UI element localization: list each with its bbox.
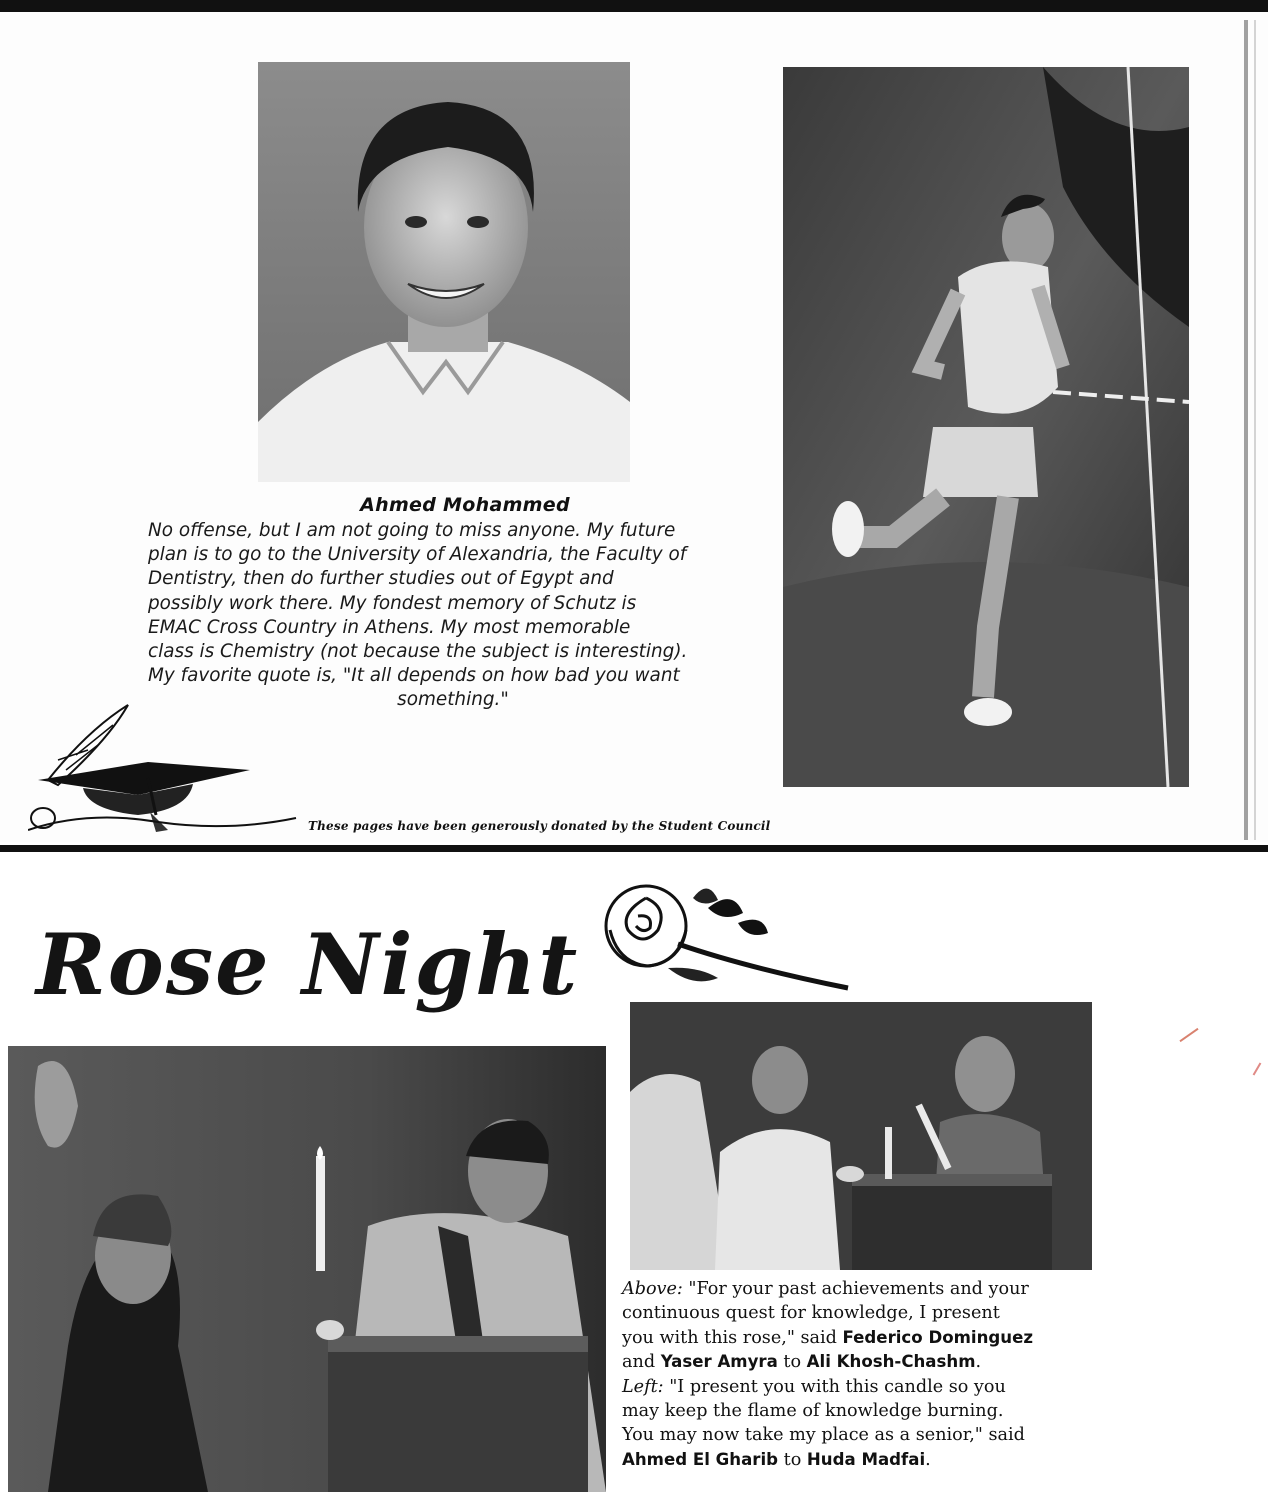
caption-text: . [975, 1352, 982, 1373]
caption-name: Federico Dominguez [842, 1327, 1034, 1347]
bio-line: something." [397, 689, 509, 711]
caption-text: to [778, 1449, 807, 1470]
caption-name: Yaser Amyra [660, 1352, 778, 1372]
caption-name: Ahmed El Gharib [622, 1449, 779, 1469]
caption-name: Huda Madfai [806, 1449, 926, 1469]
bio-line: possibly work there. My fondest memory of Schutz is [148, 592, 637, 614]
scan-top-border [0, 0, 1268, 12]
scan-right-edge [1244, 20, 1248, 840]
caption-text: you with this rose," said [622, 1327, 843, 1348]
caption-line [622, 1326, 1098, 1350]
caption-text: "I present you with this candle so you [663, 1376, 1006, 1397]
caption-line [622, 1375, 1098, 1399]
rose-night-title: Rose Night [36, 915, 580, 1014]
rose-icon [598, 868, 856, 996]
caption-text: and [622, 1352, 661, 1373]
candle-ceremony-photo [8, 1046, 606, 1492]
bio-line: No offense, but I am not going to miss anyone. My future [148, 520, 676, 541]
bio-line: Dentistry, then do further studies out of Egypt and [148, 568, 614, 590]
scan-right-edge-faint [1254, 20, 1256, 840]
bio-line: plan is to go to the University of Alexandria, the Faculty of [148, 544, 687, 566]
caption-line: may keep the flame of knowledge burning. [622, 1401, 1004, 1422]
caption-line [622, 1277, 1098, 1301]
cross-country-photo [783, 67, 1189, 787]
student-name: Ahmed Mohammed [360, 494, 570, 516]
bio-line: class is Chemistry (not because the subject is interesting). [148, 641, 688, 663]
caption-left-label: Left: [622, 1376, 664, 1397]
donation-org: Student Council [658, 819, 771, 833]
student-portrait-photo [258, 62, 630, 482]
rose-night-caption [622, 1277, 1098, 1472]
caption-text: to [777, 1352, 807, 1373]
scan-divider-highlight [0, 842, 1268, 845]
caption-text: "For your past achievements and your [682, 1279, 1029, 1299]
donation-note [308, 819, 770, 833]
caption-line: You may now take my place as a senior," said [622, 1425, 1025, 1446]
donation-note-text: These pages have been generously donated by the [308, 819, 659, 833]
bio-line: My favorite quote is, "It all depends on how bad you want [148, 665, 680, 687]
student-bio [148, 519, 748, 713]
bio-line: EMAC Cross Country in Athens. My most memorable [148, 616, 631, 638]
caption-above-label: Above: [622, 1279, 683, 1299]
graduation-clipart [28, 700, 298, 840]
caption-line [622, 1448, 1098, 1472]
caption-line [622, 1350, 1098, 1374]
caption-line: continuous quest for knowledge, I present [622, 1303, 1000, 1324]
scan-top-gap [745, 12, 1245, 20]
rose-presentation-photo [630, 1002, 1092, 1270]
caption-text: . [925, 1449, 931, 1470]
caption-name: Ali Khosh-Chashm [806, 1352, 976, 1372]
